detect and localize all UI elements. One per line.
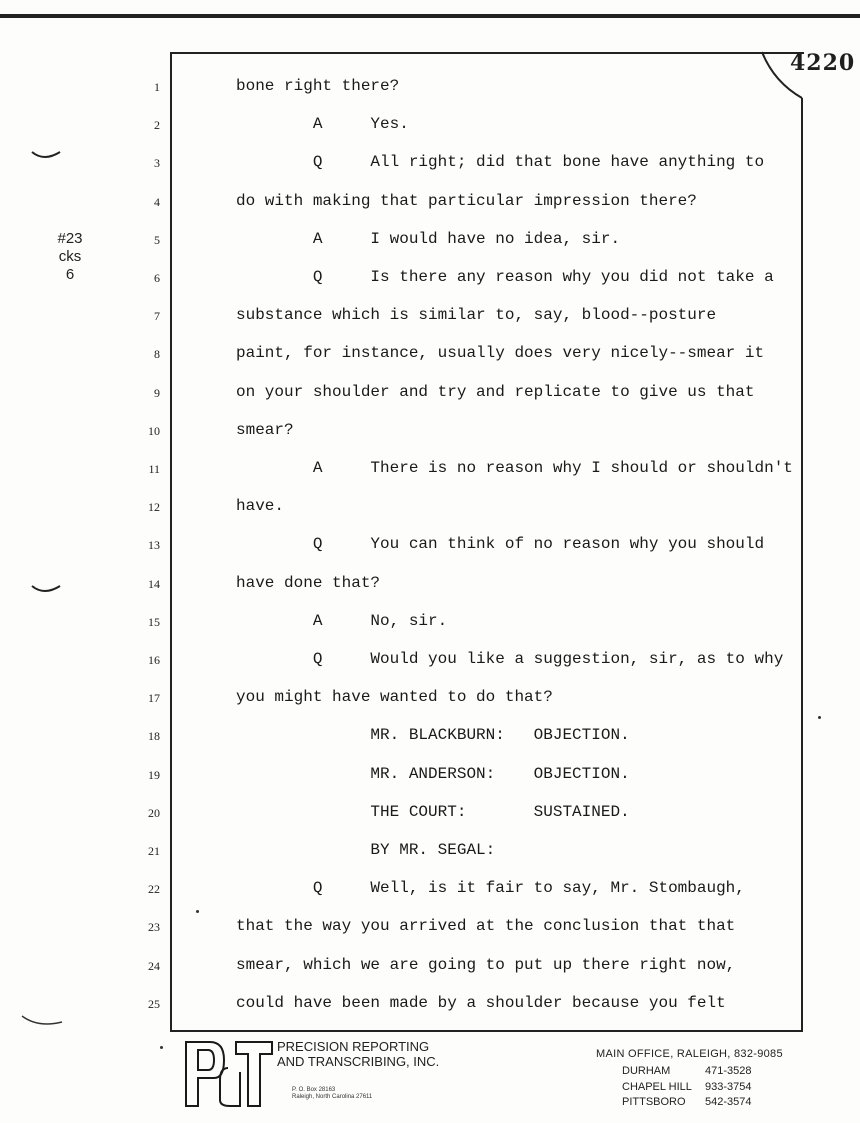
line-number: 13 xyxy=(148,538,160,552)
line-number: 17 xyxy=(148,691,160,705)
transcript-line: smear? xyxy=(236,421,294,439)
line-number: 2 xyxy=(154,118,160,132)
transcript-line: BY MR. SEGAL: xyxy=(236,841,496,859)
line-number: 14 xyxy=(148,577,160,591)
line-number: 24 xyxy=(148,959,160,973)
transcript-line: Q Would you like a suggestion, sir, as to why xyxy=(236,650,784,668)
line-number: 19 xyxy=(148,768,160,782)
office-city: CHAPEL HILL xyxy=(622,1081,692,1093)
transcript-line: smear, which we are going to put up there right now, xyxy=(236,956,736,974)
line-number: 10 xyxy=(148,424,160,438)
firm-name-line: PRECISION REPORTING xyxy=(277,1039,430,1054)
office-pittsboro xyxy=(622,1096,752,1108)
line-number: 6 xyxy=(154,271,160,285)
transcript-line: Q You can think of no reason why you should xyxy=(236,535,765,553)
line-number: 20 xyxy=(148,806,160,820)
margin-note-line: 6 xyxy=(65,266,75,283)
transcript-frame-right xyxy=(801,98,803,1032)
address-line: P. O. Box 28163 xyxy=(292,1087,336,1093)
transcript-line: Q All right; did that bone have anything to xyxy=(236,153,765,171)
transcript-line: could have been made by a shoulder because you felt xyxy=(236,994,726,1012)
line-number: 11 xyxy=(148,462,160,476)
transcript-line: A Yes. xyxy=(236,115,409,133)
margin-note-line: #23 xyxy=(57,230,83,247)
transcript-line: A There is no reason why I should or shouldn't xyxy=(236,459,793,477)
transcript-line: A I would have no idea, sir. xyxy=(236,230,621,248)
transcript-line: bone right there? xyxy=(236,77,400,95)
office-phone: 542-3574 xyxy=(705,1096,752,1108)
transcript-line: Q Well, is it fair to say, Mr. Stombaugh, xyxy=(236,879,745,897)
line-number: 21 xyxy=(148,844,160,858)
main-office: MAIN OFFICE, RALEIGH, 832-9085 xyxy=(596,1048,783,1060)
office-phone: 933-3754 xyxy=(705,1081,752,1093)
margin-note xyxy=(50,230,90,284)
transcript-line: MR. BLACKBURN: OBJECTION. xyxy=(236,726,630,744)
office-chapel-hill xyxy=(622,1081,752,1093)
office-city: DURHAM xyxy=(622,1065,671,1077)
transcript-line: paint, for instance, usually does very nicely--smear it xyxy=(236,344,765,362)
margin-note-line: cks xyxy=(58,248,82,265)
office-city: PITTSBORO xyxy=(622,1096,686,1108)
speck xyxy=(818,716,821,719)
line-number: 15 xyxy=(148,615,160,629)
transcript-line: A No, sir. xyxy=(236,612,448,630)
firm-name xyxy=(277,1039,439,1069)
line-number: 5 xyxy=(154,233,160,247)
office-phone: 471-3528 xyxy=(705,1065,752,1077)
line-number: 4 xyxy=(154,195,160,209)
office-durham xyxy=(622,1065,752,1077)
transcript-line: you might have wanted to do that? xyxy=(236,688,553,706)
line-number: 25 xyxy=(148,997,160,1011)
address-line: Raleigh, North Carolina 27611 xyxy=(292,1094,373,1100)
transcript-frame-bottom xyxy=(170,1030,803,1032)
firm-address xyxy=(292,1087,372,1101)
margin-ink-mark xyxy=(18,1012,68,1032)
page-number: 4220 xyxy=(790,50,856,76)
transcript-line: MR. ANDERSON: OBJECTION. xyxy=(236,765,630,783)
line-number: 23 xyxy=(148,920,160,934)
pt-logo xyxy=(180,1038,276,1110)
top-edge-rule xyxy=(0,14,860,18)
line-number: 12 xyxy=(148,500,160,514)
transcript-line: have. xyxy=(236,497,285,515)
transcript-line: do with making that particular impression there? xyxy=(236,192,697,210)
transcript-line: that the way you arrived at the conclusion that that xyxy=(236,917,736,935)
speck xyxy=(160,1046,163,1049)
firm-name-line: AND TRANSCRIBING, INC. xyxy=(277,1054,440,1069)
line-number: 9 xyxy=(154,386,160,400)
line-number: 3 xyxy=(154,156,160,170)
line-number: 8 xyxy=(154,347,160,361)
transcript-line: have done that? xyxy=(236,574,381,592)
margin-ink-mark xyxy=(28,146,68,166)
line-number: 18 xyxy=(148,729,160,743)
margin-ink-mark xyxy=(28,580,68,600)
line-number: 16 xyxy=(148,653,160,667)
line-number: 22 xyxy=(148,882,160,896)
transcript-line: THE COURT: SUSTAINED. xyxy=(236,803,630,821)
transcript-line: Q Is there any reason why you did not take a xyxy=(236,268,774,286)
speck xyxy=(196,910,199,913)
line-number: 7 xyxy=(154,309,160,323)
line-number: 1 xyxy=(154,80,160,94)
transcript-line: on your shoulder and try and replicate to give us that xyxy=(236,383,755,401)
transcript-line: substance which is similar to, say, blood--posture xyxy=(236,306,717,324)
